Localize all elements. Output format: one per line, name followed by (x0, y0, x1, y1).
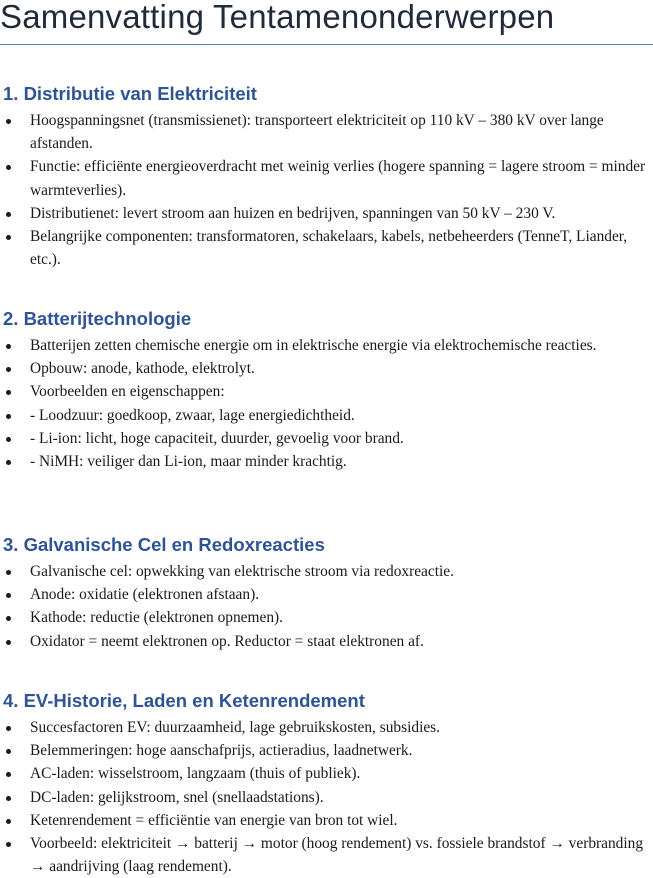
bullet-list (0, 334, 653, 473)
section-heading: 2. Batterijtechnologie (3, 308, 192, 329)
bullet-icon (6, 235, 11, 240)
list-item (0, 357, 653, 380)
section-galvanische-cel (0, 532, 653, 653)
list-item (0, 404, 653, 427)
list-item-text: Voorbeelden en eigenschappen: (30, 383, 225, 401)
list-item (0, 832, 653, 878)
list-item (0, 380, 653, 403)
bullet-icon (6, 819, 11, 824)
bullet-icon (6, 593, 11, 598)
list-item-text: Succesfactoren EV: duurzaamheid, lage gebruikskosten, subsidies. (30, 719, 441, 736)
list-item (0, 450, 653, 473)
bullet-icon (6, 772, 11, 777)
list-item-text: Belangrijke componenten: transformatoren, schakelaars, kabels, netbeheerders (TenneT, Liander, etc.). (30, 228, 628, 269)
bullet-icon (6, 570, 11, 575)
list-item (0, 427, 653, 450)
bullet-icon (6, 390, 11, 395)
section-ev-historie (0, 688, 653, 878)
bullet-icon (6, 460, 11, 465)
bullet-list (0, 109, 653, 271)
list-item (0, 809, 653, 832)
bullet-icon (6, 414, 11, 419)
list-item-text: - Loodzuur: goedkoop, zwaar, lage energiedichtheid. (30, 406, 355, 424)
bullet-icon (6, 796, 11, 801)
list-item-text: DC-laden: gelijkstroom, snel (snellaadstations). (30, 788, 324, 806)
list-item (0, 155, 653, 201)
list-item (0, 109, 653, 155)
list-item (0, 606, 653, 629)
list-item (0, 630, 653, 653)
list-item (0, 786, 653, 809)
list-item (0, 202, 653, 225)
title-underline (0, 44, 653, 45)
section-distributie (0, 81, 653, 271)
list-item-text: Voorbeeld: elektriciteit → batterij → motor (hoog rendement) vs. fossiele brandstof → verbranding → aandrijving (laag rendement). (30, 835, 644, 876)
list-item-text: Functie: efficiënte energieoverdracht met weinig verlies (hogere spanning = lagere stroom = minder warmteverlies). (30, 158, 646, 199)
list-item-text: Ketenrendement = efficiëntie van energie van bron tot wiel. (30, 811, 398, 829)
document-title: Samenvatting Tentamenonderwerpen (0, 0, 555, 35)
bullet-icon (6, 344, 11, 349)
bullet-icon (6, 119, 11, 124)
list-item-text: - NiMH: veiliger dan Li-ion, maar minder krachtig. (30, 453, 347, 471)
bullet-list (0, 560, 653, 653)
bullet-icon (6, 367, 11, 372)
list-item-text: Kathode: reductie (elektronen opnemen). (30, 609, 283, 627)
list-item-text: Hoogspanningsnet (transmissienet): transporteert elektriciteit op 110 kV – 380 kV over lange afstanden. (30, 112, 604, 153)
list-item-text: - Li-ion: licht, hoge capaciteit, duurder, gevoelig voor brand. (30, 429, 404, 447)
list-item (0, 225, 653, 271)
bullet-icon (6, 842, 11, 847)
section-heading: 4. EV-Historie, Laden en Ketenrendement (3, 690, 365, 711)
bullet-icon (6, 749, 11, 754)
list-item-text: AC-laden: wisselstroom, langzaam (thuis of publiek). (30, 765, 361, 783)
section-heading: 1. Distributie van Elektriciteit (3, 83, 257, 104)
list-item-text: Belemmeringen: hoge aanschafprijs, actieradius, laadnetwerk. (30, 742, 413, 760)
bullet-icon (6, 212, 11, 217)
list-item (0, 716, 653, 739)
bullet-icon (6, 616, 11, 621)
bullet-icon (6, 437, 11, 442)
list-item-text: Distributienet: levert stroom aan huizen en bedrijven, spanningen van 50 kV – 230 V. (30, 204, 556, 222)
bullet-list (0, 716, 653, 878)
list-item (0, 583, 653, 606)
list-item-text: Opbouw: anode, kathode, elektrolyt. (30, 360, 255, 378)
list-item-text: Batterijen zetten chemische energie om in elektrische energie via elektrochemische reacties. (30, 337, 597, 354)
list-item-text: Oxidator = neemt elektronen op. Reductor = staat elektronen af. (30, 632, 424, 650)
section-batterijtechnologie (0, 306, 653, 473)
list-item-text: Anode: oxidatie (elektronen afstaan). (30, 586, 260, 604)
bullet-icon (6, 640, 11, 645)
section-heading: 3. Galvanische Cel en Redoxreacties (3, 534, 325, 555)
bullet-icon (6, 165, 11, 170)
list-item (0, 739, 653, 762)
list-item (0, 762, 653, 785)
bullet-icon (6, 726, 11, 731)
list-item (0, 334, 653, 357)
list-item-text: Galvanische cel: opwekking van elektrische stroom via redoxreactie. (30, 563, 454, 580)
list-item (0, 560, 653, 583)
